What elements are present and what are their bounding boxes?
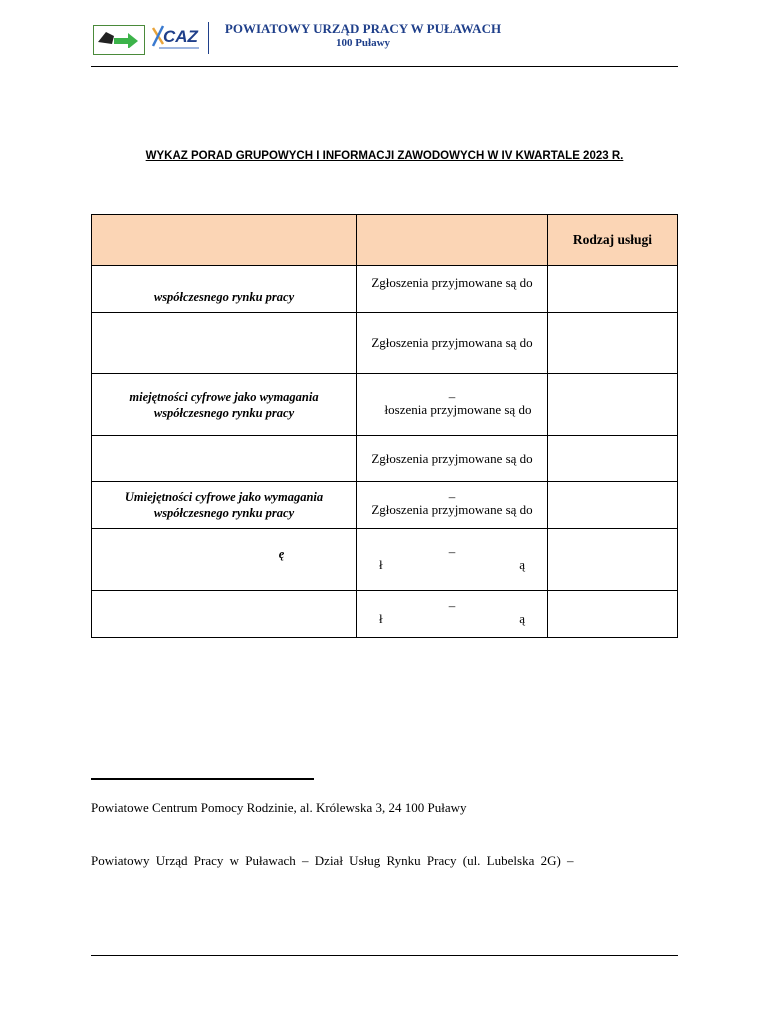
service-date-text: Zgłoszenia przyjmowane są do [371,450,533,466]
table-row [92,591,678,638]
service-date-text: łoszenia przyjmowane są do [384,401,532,417]
service-type-cell [548,529,678,591]
service-date-cell [357,374,548,436]
table-row [92,313,678,374]
service-name-cell [92,591,357,638]
service-name-cell [92,529,357,591]
table-header-row [92,215,678,266]
service-name-text: Umiejętności cyfrowe jako wymagania współczesnego rynku pracy [124,490,324,520]
footnote-2: Powiatowy Urząd Pracy w Puławach – Dział Usług Rynku Pracy (ul. Lubelska 2G) – [91,853,574,868]
arrow-logo-icon [94,26,144,54]
service-date-cell [357,482,548,529]
service-name-cell [92,313,357,374]
table-row [92,436,678,482]
date-dash: – [448,388,456,404]
caz-logo [149,20,203,56]
service-date-row [357,611,547,627]
date-dash: – [448,598,456,613]
urzad-pracy-logo [93,25,145,55]
service-date-cell [357,529,548,591]
service-type-cell [548,374,678,436]
table-row [92,266,678,313]
service-date-text: Zgłoszenia przyjmowana są do [371,335,533,350]
footnote-separator [91,778,314,780]
service-date-fragment-right: ą [519,611,525,626]
footnote-1: Powiatowe Centrum Pomocy Rodzinie, al. Królewska 3, 24 100 Puławy [91,800,467,815]
service-name-cell [92,266,357,313]
table-row [92,482,678,529]
office-title: POWIATOWY URZĄD PRACY W PUŁAWACH [224,21,502,36]
service-date-fragment-left: ł [379,611,383,626]
service-name-cell [92,436,357,482]
service-name-text: współczesnego rynku pracy [153,290,295,304]
table-row [92,529,678,591]
service-name-text: ę [278,546,285,561]
service-name-cell [92,482,357,529]
service-date-cell [357,591,548,638]
header-divider [208,22,209,54]
header-rule [91,66,678,67]
service-type-cell [548,591,678,638]
document-title: WYKAZ PORAD GRUPOWYCH I INFORMACJI ZAWODOWYCH W IV KWARTALE 2023 R. [145,150,624,162]
service-date-text: Zgłoszenia przyjmowane są do [371,275,533,290]
header-cell-date [357,215,548,266]
footer-rule [91,955,678,956]
page-header [91,18,677,66]
date-dash: – [448,543,456,559]
service-date-fragment-right: ą [519,556,525,572]
service-type-cell [548,436,678,482]
header-cell-service-type: Rodzaj usługi [548,215,678,266]
services-table [91,214,678,638]
caz-logo-icon [149,20,203,56]
service-type-cell [548,313,678,374]
service-date-fragment-left: ł [379,556,383,572]
service-date-cell [357,313,548,374]
office-subtitle: 100 Puławy [335,37,391,49]
service-type-cell [548,266,678,313]
service-date-text: Zgłoszenia przyjmowane są do [371,502,533,517]
service-date-cell [357,266,548,313]
service-type-cell [548,482,678,529]
service-date-row [357,557,547,573]
service-name-text: miejętności cyfrowe jako wymagania współczesnego rynku pracy [129,389,319,420]
date-dash: – [448,489,456,504]
caz-logo-text: CAZ [163,27,198,46]
service-date-cell [357,436,548,482]
table-row [92,374,678,436]
service-name-cell [92,374,357,436]
header-cell-name [92,215,357,266]
